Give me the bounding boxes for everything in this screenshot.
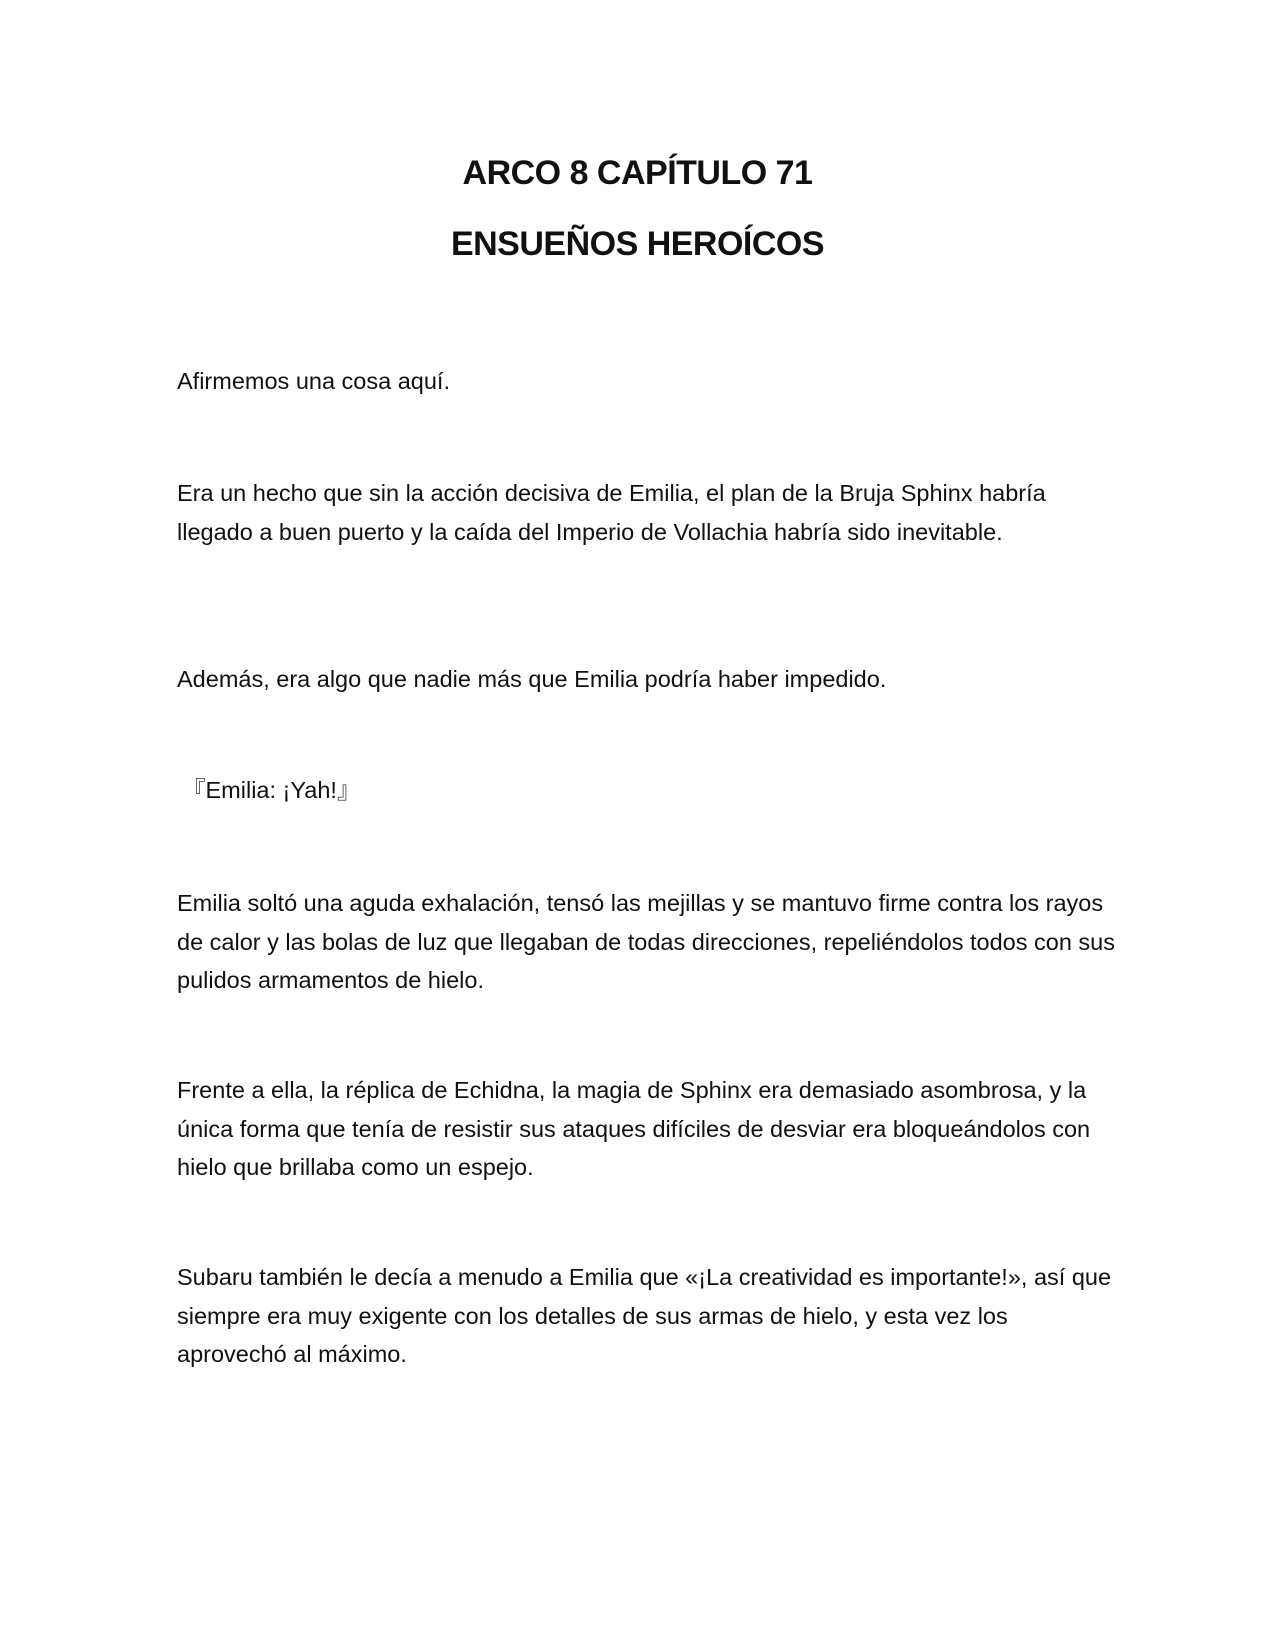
chapter-subtitle: ENSUEÑOS HEROÍCOS — [450, 225, 825, 263]
dialogue-line: 『Emilia: ¡Yah!』 — [182, 777, 361, 803]
paragraph-2: Era un hecho que sin la acción decisiva de Emilia, el plan de la Bruja Sphinx habría llegado a buen puerto y la caída del Imperio de Vollachia habría sido inevitable. — [177, 480, 1046, 545]
paragraph-7: Subaru también le decía a menudo a Emilia que «¡La creatividad es importante!», así que siempre era muy exigente con los detalles de sus armas de hielo, y esta vez los aprovechó al máximo. — [177, 1264, 1112, 1367]
paragraph-5: Emilia soltó una aguda exhalación, tensó las mejillas y se mantuvo firme contra los rayos de calor y las bolas de luz que llegaban de todas direcciones, repeliéndolos todos con sus pulidos armamentos de hielo. — [177, 890, 1115, 993]
paragraph-1: Afirmemos una cosa aquí. — [177, 368, 450, 394]
chapter-title: ARCO 8 CAPÍTULO 71 — [462, 154, 813, 192]
paragraph-3: Además, era algo que nadie más que Emilia podría haber impedido. — [177, 666, 887, 692]
paragraph-6: Frente a ella, la réplica de Echidna, la magia de Sphinx era demasiado asombrosa, y la única forma que tenía de resistir sus ataques difíciles de desviar era bloqueándolos con hielo que brillaba como un espejo. — [177, 1077, 1091, 1180]
